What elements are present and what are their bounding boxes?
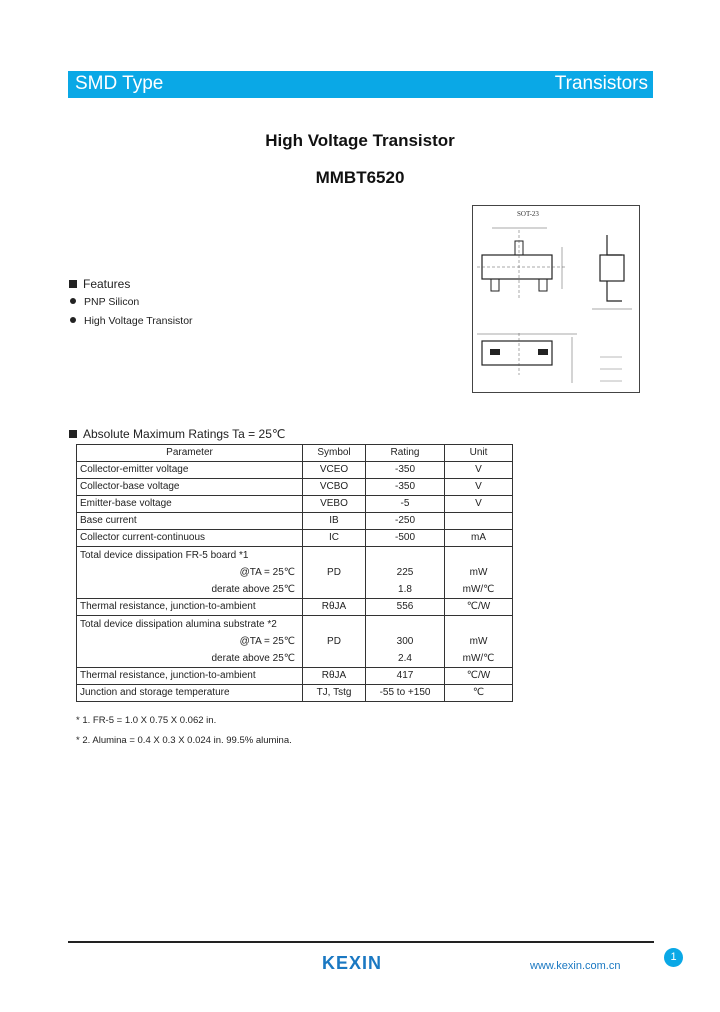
document-title: High Voltage Transistor <box>265 131 455 150</box>
part-number: MMBT6520 <box>315 168 405 187</box>
table-row: Base current IB -250 <box>77 513 513 530</box>
bullet-dot-icon <box>70 298 76 304</box>
footnote-1: * 1. FR-5 = 1.0 X 0.75 X 0.062 in. <box>76 715 217 726</box>
header-category: SMD Type <box>75 73 164 94</box>
absolute-maximum-ratings-table <box>76 444 513 702</box>
page-number-badge: 1 <box>664 948 683 967</box>
table-header-row <box>77 445 513 462</box>
column-header: Symbol <box>303 445 366 462</box>
table-row: Collector current-continuous IC -500 mA <box>77 530 513 547</box>
features-heading: Features <box>69 277 130 291</box>
table-row: Junction and storage temperature TJ, Tstg -55 to +150 ℃ <box>77 685 513 702</box>
bullet-square-icon <box>69 430 77 438</box>
table-row: Collector-emitter voltage VCEO -350 V <box>77 462 513 479</box>
table-row: Collector-base voltage VCBO -350 V <box>77 479 513 496</box>
feature-item: High Voltage Transistor <box>70 315 193 327</box>
table-row: Total device dissipation alumina substrate *2 @TA = 25℃ derate above 25℃ PD 300 2.4 mW mW/℃ <box>77 616 513 668</box>
column-header: Parameter <box>77 445 303 462</box>
feature-item: PNP Silicon <box>70 296 139 308</box>
footnote-2: * 2. Alumina = 0.4 X 0.3 X 0.024 in. 99.5% alumina. <box>76 735 292 746</box>
header-bar <box>68 71 653 98</box>
column-header: Unit <box>445 445 513 462</box>
kexin-logo: KEXIN <box>322 953 383 973</box>
column-header: Rating <box>366 445 445 462</box>
ratings-heading: Absolute Maximum Ratings Ta = 25℃ <box>69 427 285 441</box>
bullet-dot-icon <box>70 317 76 323</box>
table-row: Thermal resistance, junction-to-ambient RθJA 556 ℃/W <box>77 599 513 616</box>
table-row: Thermal resistance, junction-to-ambient RθJA 417 ℃/W <box>77 668 513 685</box>
package-outline-drawing <box>472 205 640 393</box>
footer-divider <box>68 941 654 943</box>
package-label: SOT-23 <box>517 210 539 218</box>
table-row: Total device dissipation FR-5 board *1 @TA = 25℃ derate above 25℃ PD 225 1.8 mW mW/℃ <box>77 547 513 599</box>
header-type: Transistors <box>554 73 648 94</box>
table-row: Emitter-base voltage VEBO -5 V <box>77 496 513 513</box>
package-side-view <box>607 235 622 301</box>
bullet-square-icon <box>69 280 77 288</box>
website-link[interactable]: www.kexin.com.cn <box>530 960 621 972</box>
